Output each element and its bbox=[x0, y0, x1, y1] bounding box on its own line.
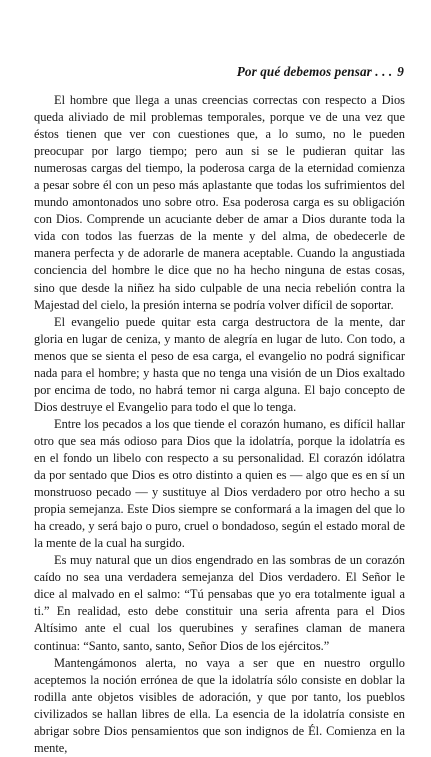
paragraph-4: Es muy natural que un dios engendrado en las sombras de un corazón caído no sea una verdadera semejanza del Dios verdadero. El Señor le dice al malvado en el salmo: “Tú pensabas que yo era totalmente igual a ti.” En realidad, esto debe constituir una seria afrenta para el Dios Altísimo ante el cual los querubines y serafines claman de manera continua: “Santo, santo, santo, Señor Dios de los ejércitos.” bbox=[34, 553, 405, 653]
paragraph-3: Entre los pecados a los que tiende el corazón humano, es difícil hallar otro que sea más odioso para Dios que la idolatría, porque la idolatría es en el fondo un libelo con respecto a su personalidad. El corazón idólatra da por sentado que Dios es otro distinto a quien es — algo que es en sí un monstruoso pecado — y sustituye al Dios verdadero por otro hecho a su propia semejanza. Este Dios siempre se conformará a la imagen del que lo ha creado, y será bajo o puro, cruel o bondadoso, según el estado moral de la mente de la cual ha surgido. bbox=[34, 416, 405, 551]
page-number: 9 bbox=[397, 64, 404, 79]
running-head-title: Por qué debemos pensar . . . bbox=[236, 64, 393, 79]
body-text bbox=[34, 92, 405, 757]
paragraph-1: El hombre que llega a unas creencias correctas con respecto a Dios queda aliviado de mil problemas temporales, porque ve de una vez que éstos tienen que ver con cuestiones que, a lo sumo, no le pueden preocupar por largo tiempo; pero aun si se le pudieran quitar las numerosas cargas del tiempo, la poderosa carga de la eternidad comienza a pesar sobre él con un peso más aplastante que todas los sufrimientos del mundo amontonados uno sobre otro. Esa poderosa carga es su obligación con Dios. Comprende un acuciante deber de amar a Dios durante toda la vida con todos las fuerzas de la mente y del alma, de obedecerle de manera perfecta y de adorarle de manera aceptable. Cuando la angustiada conciencia del hombre le dice que no ha hecho ninguna de estas cosas, sino que desde la niñez ha sido culpable de una necia rebelión contra la Majestad del cielo, la presión interna se podría volver difícil de soportar. bbox=[34, 93, 405, 312]
running-head bbox=[237, 64, 404, 80]
paragraph-2: El evangelio puede quitar esta carga destructora de la mente, dar gloria en lugar de ceniza, y manto de alegría en lugar de luto. Con todo, a menos que se sienta el peso de esa carga, el evangelio no podrá significar nada para el hombre; y hasta que no tenga una visión de un Dios exaltado por encima de todo, no habrá temor ni carga alguna. El bajo concepto de Dios destruye el Evangelio para todo el que lo tenga. bbox=[34, 314, 405, 414]
paragraph-5: Mantengámonos alerta, no vaya a ser que en nuestro orgullo aceptemos la noción errónea de que la idolatría sólo consiste en doblar la rodilla ante objetos visibles de adoración, y que por tanto, los pueblos civilizados se hallan libres de ella. La esencia de la idolatría consiste en abrigar sobre Dios pensamientos que son indignos de Él. Comienza en la mente, bbox=[34, 655, 405, 755]
